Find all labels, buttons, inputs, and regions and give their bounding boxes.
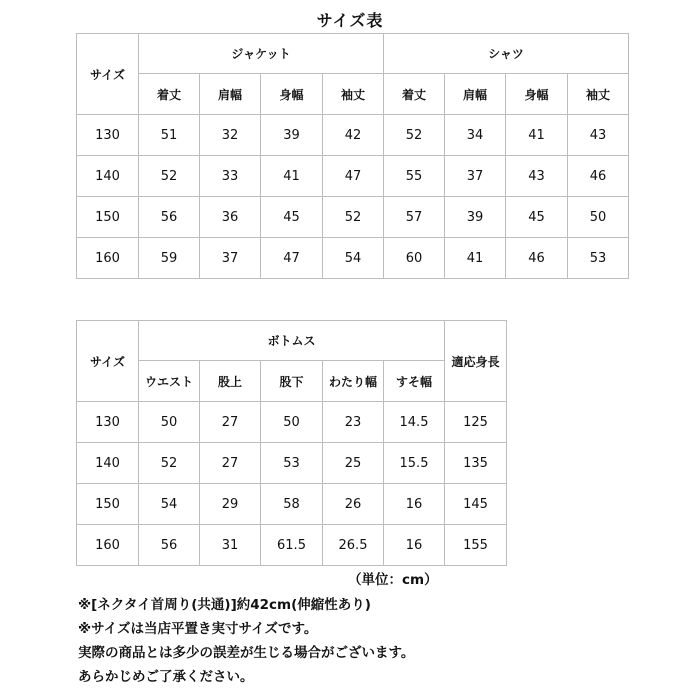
table-cell: 45 [506, 197, 568, 238]
table-cell: 31 [200, 525, 261, 566]
table-cell: 140 [77, 156, 139, 197]
table-cell: 41 [261, 156, 323, 197]
table-cell: 59 [139, 238, 200, 279]
table-row [77, 156, 629, 197]
column-header: 身幅 [261, 74, 323, 115]
table-cell: 39 [445, 197, 506, 238]
table-cell: 58 [261, 484, 323, 525]
table-cell: 140 [77, 443, 139, 484]
table-cell: 27 [200, 443, 261, 484]
column-header: 身幅 [506, 74, 568, 115]
table-cell: 29 [200, 484, 261, 525]
table-cell: 50 [261, 402, 323, 443]
table-cell: 16 [384, 525, 445, 566]
column-header: 着丈 [384, 74, 445, 115]
table-cell: 135 [445, 443, 507, 484]
table-row [77, 525, 507, 566]
table-row [77, 443, 507, 484]
column-header: 袖丈 [568, 74, 629, 115]
table-cell: 14.5 [384, 402, 445, 443]
table-cell: 32 [200, 115, 261, 156]
table-cell: 23 [323, 402, 384, 443]
table-cell: 145 [445, 484, 507, 525]
table-cell: 27 [200, 402, 261, 443]
table-cell: 56 [139, 525, 200, 566]
table-cell: 33 [200, 156, 261, 197]
column-header: わたり幅 [323, 361, 384, 402]
table-row [77, 238, 629, 279]
size-table-bottoms [76, 320, 507, 566]
size-header: サイズ [77, 34, 139, 115]
table-cell: 54 [139, 484, 200, 525]
table-cell: 150 [77, 484, 139, 525]
table-cell: 15.5 [384, 443, 445, 484]
group-header-shirt: シャツ [384, 34, 629, 74]
table-cell: 47 [323, 156, 384, 197]
table-cell: 160 [77, 238, 139, 279]
table-cell: 37 [445, 156, 506, 197]
table-cell: 155 [445, 525, 507, 566]
table-cell: 52 [139, 443, 200, 484]
column-header: 袖丈 [323, 74, 384, 115]
table-cell: 26.5 [323, 525, 384, 566]
table-cell: 130 [77, 402, 139, 443]
table-row [77, 115, 629, 156]
table-cell: 36 [200, 197, 261, 238]
group-header-bottoms: ボトムス [139, 321, 445, 361]
table-cell: 42 [323, 115, 384, 156]
table-cell: 52 [139, 156, 200, 197]
height-header: 適応身長 [445, 321, 507, 402]
note-line: あらかじめご了承ください。 [78, 669, 254, 685]
size-table-jacket-shirt [76, 33, 629, 279]
table-cell: 125 [445, 402, 507, 443]
table-row [77, 402, 507, 443]
column-header: 股下 [261, 361, 323, 402]
table-cell: 52 [323, 197, 384, 238]
table-cell: 61.5 [261, 525, 323, 566]
table-cell: 26 [323, 484, 384, 525]
table-row [77, 197, 629, 238]
table-cell: 57 [384, 197, 445, 238]
table-cell: 16 [384, 484, 445, 525]
table-cell: 43 [568, 115, 629, 156]
table-cell: 56 [139, 197, 200, 238]
note-line: ※[ネクタイ首周り(共通)]約42cm(伸縮性あり) [78, 597, 371, 613]
column-header: ウエスト [139, 361, 200, 402]
table-cell: 34 [445, 115, 506, 156]
group-header-jacket: ジャケット [139, 34, 384, 74]
table-cell: 50 [568, 197, 629, 238]
table-cell: 130 [77, 115, 139, 156]
table-cell: 25 [323, 443, 384, 484]
table-cell: 37 [200, 238, 261, 279]
table-cell: 53 [568, 238, 629, 279]
column-header: すそ幅 [384, 361, 445, 402]
table-cell: 41 [506, 115, 568, 156]
column-header: 股上 [200, 361, 261, 402]
size-header: サイズ [77, 321, 139, 402]
table-cell: 43 [506, 156, 568, 197]
page-title: サイズ表 [316, 11, 384, 30]
column-header: 肩幅 [200, 74, 261, 115]
column-header: 肩幅 [445, 74, 506, 115]
table-cell: 45 [261, 197, 323, 238]
table-cell: 50 [139, 402, 200, 443]
unit-label: （単位：cm） [348, 572, 438, 588]
table-cell: 55 [384, 156, 445, 197]
table-cell: 39 [261, 115, 323, 156]
notes [78, 593, 678, 689]
table-cell: 53 [261, 443, 323, 484]
table-cell: 54 [323, 238, 384, 279]
table-cell: 46 [506, 238, 568, 279]
table-cell: 41 [445, 238, 506, 279]
note-line: ※サイズは当店平置き実寸サイズです。 [78, 621, 318, 637]
table-cell: 160 [77, 525, 139, 566]
table-cell: 46 [568, 156, 629, 197]
table-cell: 60 [384, 238, 445, 279]
table-row [77, 484, 507, 525]
table-cell: 150 [77, 197, 139, 238]
table-cell: 52 [384, 115, 445, 156]
table-cell: 51 [139, 115, 200, 156]
note-line: 実際の商品とは多少の誤差が生じる場合がございます。 [78, 645, 415, 661]
column-header: 着丈 [139, 74, 200, 115]
table-cell: 47 [261, 238, 323, 279]
